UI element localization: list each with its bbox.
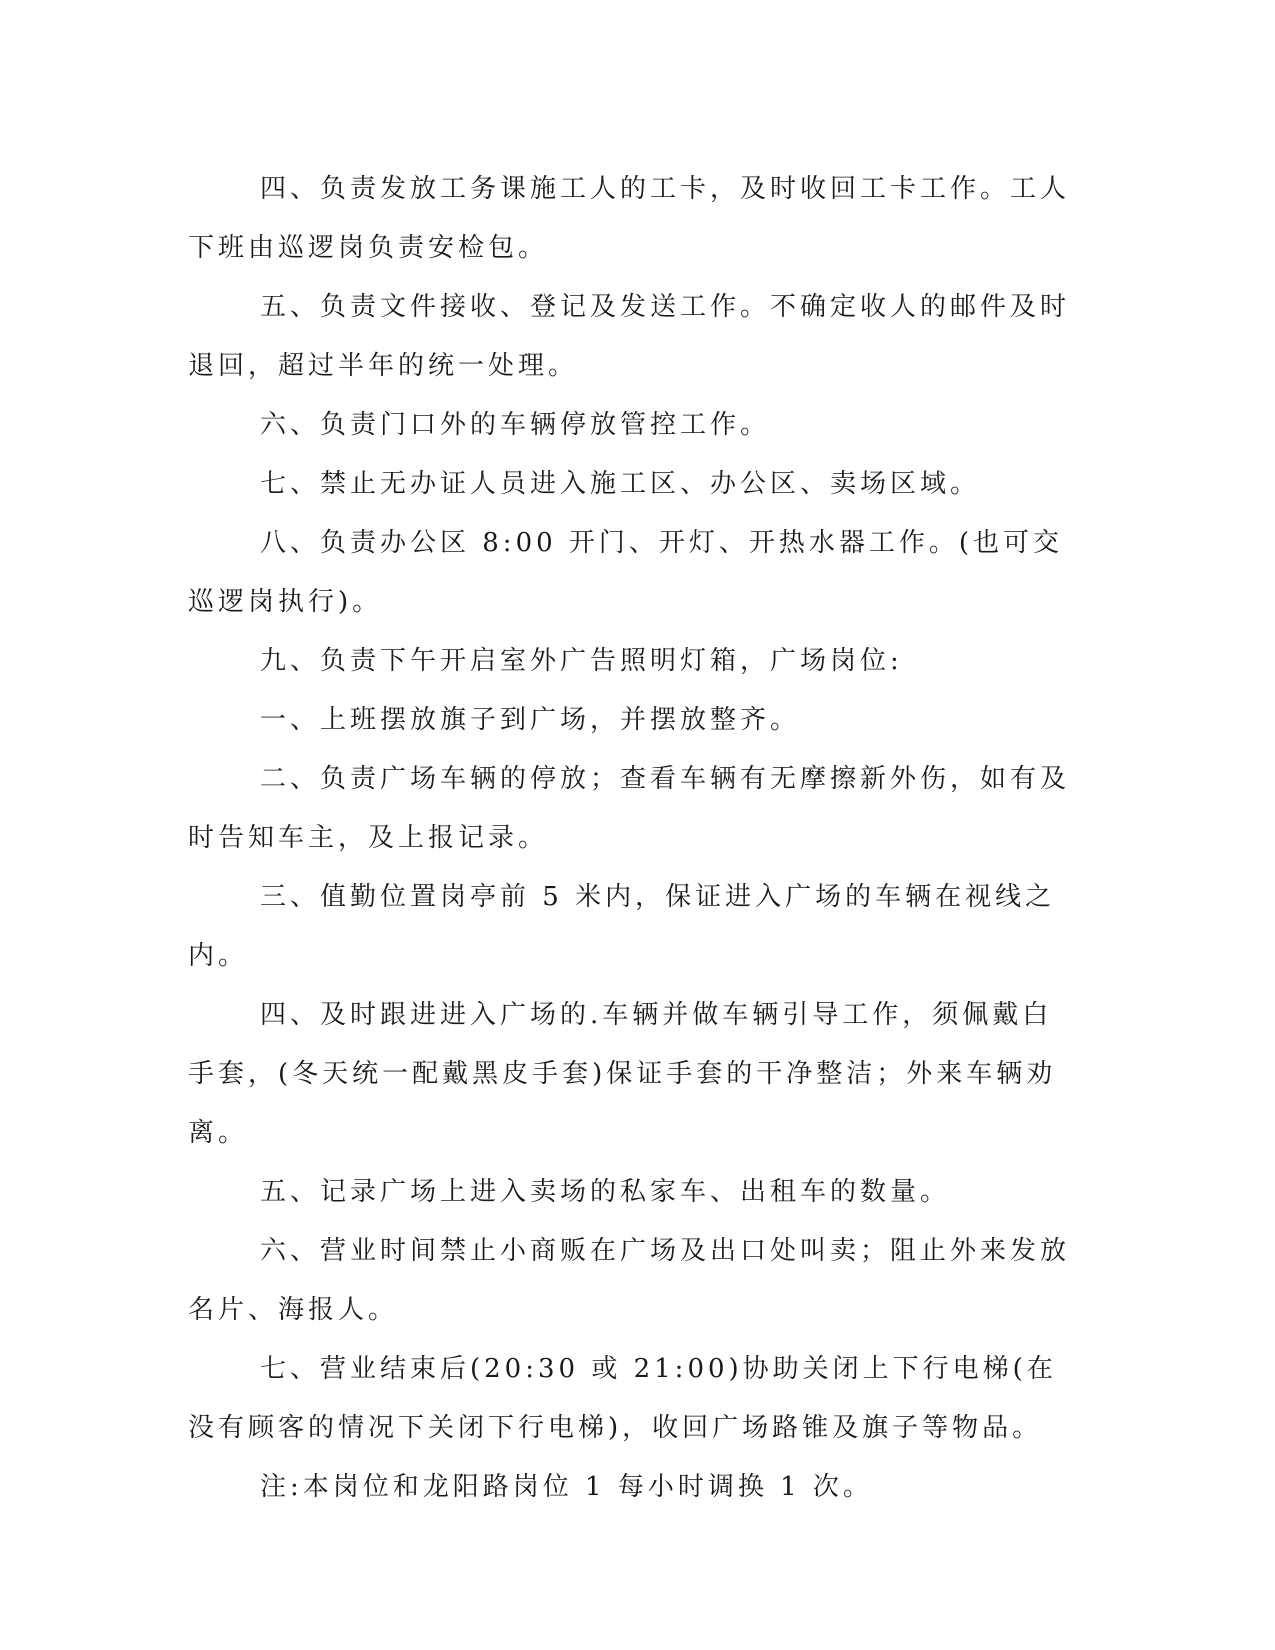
paragraph-plaza-duty-2: 二、负责广场车辆的停放；查看车辆有无摩擦新外伤，如有及时告知车主，及上报记录。: [188, 764, 1071, 853]
paragraph-gate-duty-6: 六、负责门口外的车辆停放管控工作。: [260, 410, 771, 440]
paragraph-gate-duty-9: 九、负责下午开启室外广告照明灯箱，广场岗位:: [260, 646, 903, 676]
paragraph-plaza-duty-5: 五、记录广场上进入卖场的私家车、出租车的数量。: [260, 1177, 951, 1207]
paragraph-plaza-duty-4: 四、及时跟进进入广场的.车辆并做车辆引导工作，须佩戴白手套，(冬天统一配戴黑皮手套)保证手套的干净整洁；外来车辆劝离。: [188, 1000, 1057, 1148]
paragraph-plaza-duty-6: 六、营业时间禁止小商贩在广场及出口处叫卖；阻止外来发放名片、海报人。: [188, 1236, 1071, 1325]
paragraph-gate-duty-7: 七、禁止无办证人员进入施工区、办公区、卖场区域。: [260, 469, 981, 499]
paragraph-gate-duty-4: 四、负责发放工务课施工人的工卡，及时收回工卡工作。工人下班由巡逻岗负责安检包。: [188, 174, 1071, 263]
paragraph-gate-duty-5: 五、负责文件接收、登记及发送工作。不确定收人的邮件及时退回，超过半年的统一处理。: [188, 292, 1071, 381]
paragraph-gate-duty-8: 八、负责办公区 8:00 开门、开灯、开热水器工作。(也可交巡逻岗执行)。: [188, 528, 1064, 617]
paragraph-plaza-duty-1: 一、上班摆放旗子到广场，并摆放整齐。: [260, 705, 801, 735]
paragraph-plaza-duty-3: 三、值勤位置岗亭前 5 米内，保证进入广场的车辆在视线之内。: [188, 882, 1056, 971]
document-body: [188, 160, 1078, 1517]
paragraph-plaza-duty-7: 七、营业结束后(20:30 或 21:00)协助关闭上下行电梯(在没有顾客的情况下关闭下行电梯)，收回广场路锥及旗子等物品。: [188, 1354, 1057, 1443]
paragraph-note: 注:本岗位和龙阳路岗位 1 每小时调换 1 次。: [260, 1472, 873, 1502]
